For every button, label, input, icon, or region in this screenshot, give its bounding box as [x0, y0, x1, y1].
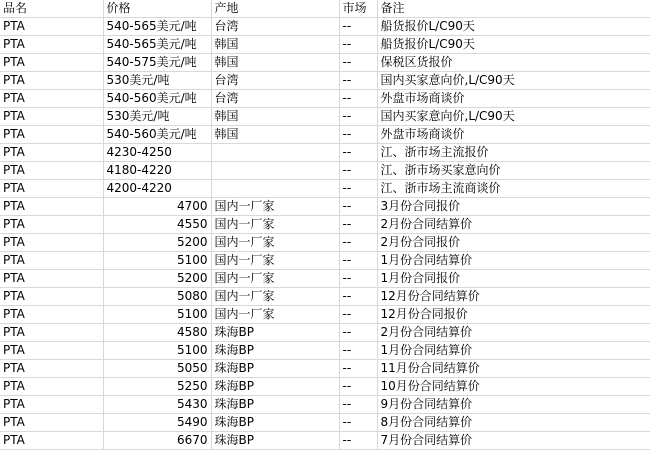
cell-origin: 韩国 [211, 126, 339, 144]
cell-name: PTA [0, 234, 103, 252]
cell-remark: 1月份合同结算价 [377, 342, 650, 360]
cell-market: -- [339, 216, 377, 234]
table-row [0, 216, 650, 234]
cell-market: -- [339, 270, 377, 288]
table-row [0, 288, 650, 306]
cell-origin: 韩国 [211, 36, 339, 54]
cell-origin: 珠海BP [211, 378, 339, 396]
cell-name: PTA [0, 216, 103, 234]
cell-remark: 外盘市场商谈价 [377, 126, 650, 144]
cell-market: -- [339, 432, 377, 450]
cell-name: PTA [0, 54, 103, 72]
cell-price: 5100 [103, 306, 211, 324]
header-cell-name: 品名 [0, 0, 103, 18]
header-cell-price: 价格 [103, 0, 211, 18]
cell-origin: 韩国 [211, 54, 339, 72]
cell-market: -- [339, 288, 377, 306]
cell-market: -- [339, 324, 377, 342]
cell-origin: 台湾 [211, 72, 339, 90]
cell-market: -- [339, 90, 377, 108]
cell-market: -- [339, 18, 377, 36]
table-row [0, 306, 650, 324]
cell-name: PTA [0, 72, 103, 90]
cell-price: 5200 [103, 234, 211, 252]
cell-price: 540-575美元/吨 [103, 54, 211, 72]
cell-remark: 船货报价L/C90天 [377, 18, 650, 36]
table-row [0, 180, 650, 198]
cell-remark: 9月份合同结算价 [377, 396, 650, 414]
cell-name: PTA [0, 414, 103, 432]
cell-origin: 珠海BP [211, 342, 339, 360]
cell-market: -- [339, 108, 377, 126]
cell-price: 4200-4220 [103, 180, 211, 198]
cell-market: -- [339, 54, 377, 72]
cell-market: -- [339, 360, 377, 378]
cell-remark: 12月份合同报价 [377, 306, 650, 324]
cell-remark: 7月份合同结算价 [377, 432, 650, 450]
cell-price: 5490 [103, 414, 211, 432]
cell-price: 5080 [103, 288, 211, 306]
cell-remark: 江、浙市场主流商谈价 [377, 180, 650, 198]
cell-name: PTA [0, 126, 103, 144]
cell-origin: 台湾 [211, 18, 339, 36]
cell-origin: 珠海BP [211, 396, 339, 414]
cell-market: -- [339, 234, 377, 252]
cell-market: -- [339, 306, 377, 324]
cell-name: PTA [0, 252, 103, 270]
cell-market: -- [339, 378, 377, 396]
cell-origin: 珠海BP [211, 432, 339, 450]
cell-name: PTA [0, 180, 103, 198]
header-cell-market: 市场 [339, 0, 377, 18]
cell-market: -- [339, 144, 377, 162]
cell-name: PTA [0, 162, 103, 180]
cell-origin: 国内一厂家 [211, 306, 339, 324]
cell-price: 540-565美元/吨 [103, 36, 211, 54]
cell-name: PTA [0, 90, 103, 108]
cell-name: PTA [0, 270, 103, 288]
cell-origin: 国内一厂家 [211, 198, 339, 216]
table-row [0, 342, 650, 360]
cell-name: PTA [0, 342, 103, 360]
cell-price: 530美元/吨 [103, 72, 211, 90]
cell-origin: 国内一厂家 [211, 288, 339, 306]
cell-name: PTA [0, 324, 103, 342]
table-row [0, 54, 650, 72]
cell-origin [211, 144, 339, 162]
table-row [0, 72, 650, 90]
table-row [0, 162, 650, 180]
cell-name: PTA [0, 432, 103, 450]
cell-market: -- [339, 72, 377, 90]
table-row [0, 360, 650, 378]
cell-name: PTA [0, 36, 103, 54]
cell-price: 5250 [103, 378, 211, 396]
table-row [0, 378, 650, 396]
cell-price: 5050 [103, 360, 211, 378]
table-row [0, 18, 650, 36]
cell-price: 4700 [103, 198, 211, 216]
table-row [0, 234, 650, 252]
cell-name: PTA [0, 198, 103, 216]
cell-origin: 国内一厂家 [211, 216, 339, 234]
cell-remark: 3月份合同报价 [377, 198, 650, 216]
cell-remark: 1月份合同报价 [377, 270, 650, 288]
table-row [0, 198, 650, 216]
cell-name: PTA [0, 108, 103, 126]
cell-remark: 10月份合同结算价 [377, 378, 650, 396]
cell-remark: 江、浙市场主流报价 [377, 144, 650, 162]
cell-market: -- [339, 162, 377, 180]
cell-origin: 国内一厂家 [211, 234, 339, 252]
cell-market: -- [339, 342, 377, 360]
cell-market: -- [339, 36, 377, 54]
cell-market: -- [339, 180, 377, 198]
cell-name: PTA [0, 306, 103, 324]
cell-name: PTA [0, 396, 103, 414]
table-row [0, 414, 650, 432]
table-row [0, 90, 650, 108]
table-row [0, 144, 650, 162]
cell-remark: 8月份合同结算价 [377, 414, 650, 432]
cell-name: PTA [0, 144, 103, 162]
cell-remark: 2月份合同报价 [377, 234, 650, 252]
cell-name: PTA [0, 360, 103, 378]
cell-remark: 国内买家意向价,L/C90天 [377, 108, 650, 126]
cell-market: -- [339, 396, 377, 414]
cell-remark: 船货报价L/C90天 [377, 36, 650, 54]
cell-price: 4180-4220 [103, 162, 211, 180]
table-row [0, 36, 650, 54]
cell-origin: 珠海BP [211, 324, 339, 342]
table-row [0, 396, 650, 414]
cell-origin: 珠海BP [211, 360, 339, 378]
cell-remark: 1月份合同结算价 [377, 252, 650, 270]
cell-market: -- [339, 252, 377, 270]
cell-price: 6670 [103, 432, 211, 450]
cell-price: 530美元/吨 [103, 108, 211, 126]
cell-origin: 国内一厂家 [211, 252, 339, 270]
cell-market: -- [339, 126, 377, 144]
cell-remark: 江、浙市场买家意向价 [377, 162, 650, 180]
cell-price: 5200 [103, 270, 211, 288]
cell-price: 5100 [103, 342, 211, 360]
cell-price: 4550 [103, 216, 211, 234]
cell-remark: 11月份合同结算价 [377, 360, 650, 378]
cell-origin: 珠海BP [211, 414, 339, 432]
cell-price: 5100 [103, 252, 211, 270]
table-row [0, 270, 650, 288]
cell-remark: 外盘市场商谈价 [377, 90, 650, 108]
cell-remark: 保税区货报价 [377, 54, 650, 72]
cell-price: 540-560美元/吨 [103, 126, 211, 144]
cell-price: 540-565美元/吨 [103, 18, 211, 36]
cell-remark: 国内买家意向价,L/C90天 [377, 72, 650, 90]
cell-market: -- [339, 414, 377, 432]
table-row [0, 252, 650, 270]
cell-name: PTA [0, 18, 103, 36]
cell-price: 4580 [103, 324, 211, 342]
cell-name: PTA [0, 378, 103, 396]
cell-price: 4230-4250 [103, 144, 211, 162]
cell-origin: 台湾 [211, 90, 339, 108]
cell-origin: 国内一厂家 [211, 270, 339, 288]
table-row [0, 324, 650, 342]
header-cell-origin: 产地 [211, 0, 339, 18]
table-row [0, 108, 650, 126]
header-row [0, 0, 650, 18]
header-cell-remark: 备注 [377, 0, 650, 18]
cell-origin [211, 180, 339, 198]
cell-origin: 韩国 [211, 108, 339, 126]
cell-name: PTA [0, 288, 103, 306]
cell-market: -- [339, 198, 377, 216]
cell-remark: 12月份合同结算价 [377, 288, 650, 306]
cell-remark: 2月份合同结算价 [377, 216, 650, 234]
cell-price: 5430 [103, 396, 211, 414]
cell-origin [211, 162, 339, 180]
cell-remark: 2月份合同结算价 [377, 324, 650, 342]
cell-price: 540-560美元/吨 [103, 90, 211, 108]
table-row [0, 432, 650, 450]
table-row [0, 126, 650, 144]
